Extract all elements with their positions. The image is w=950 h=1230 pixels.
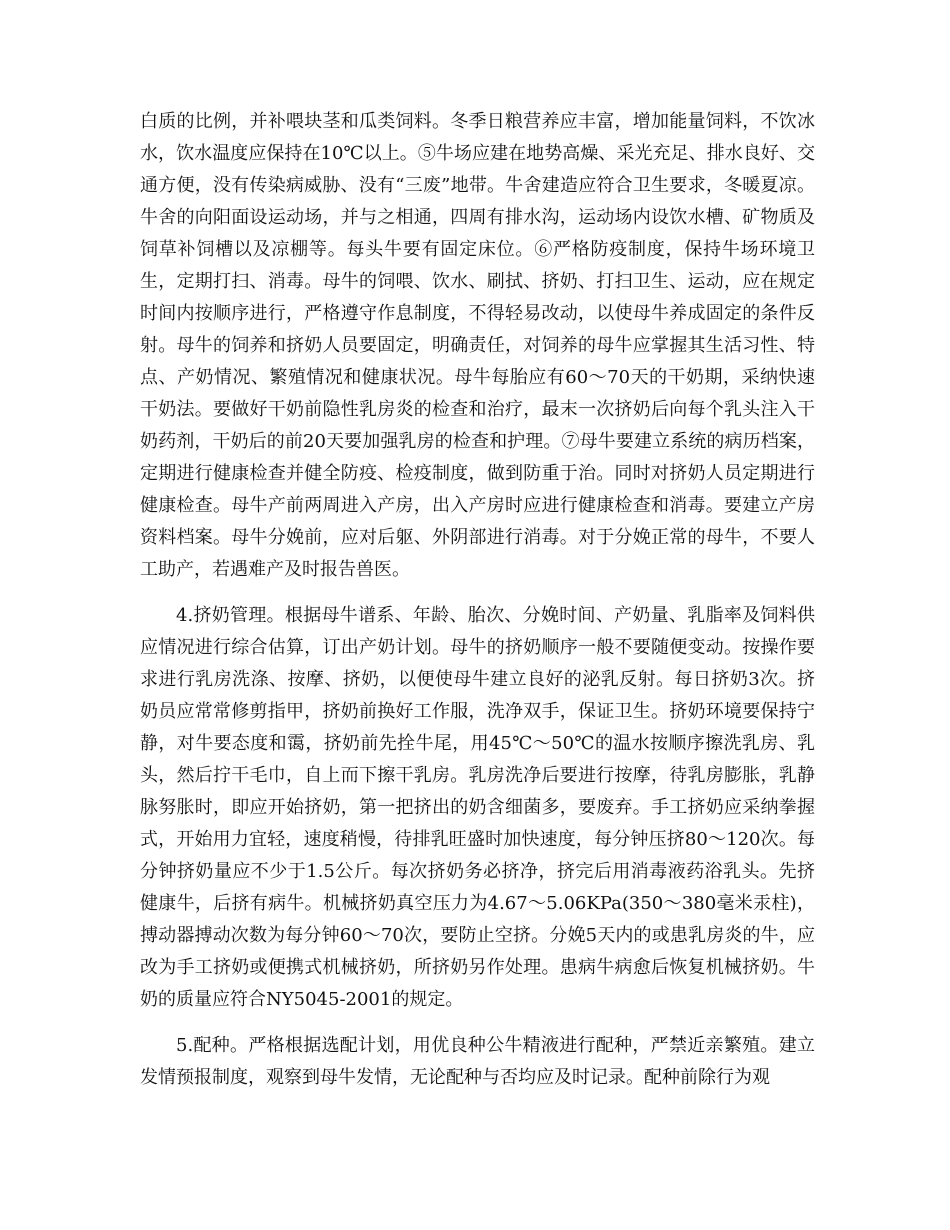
paragraph-milking-management: 4.挤奶管理。根据母牛谱系、年龄、胎次、分娩时间、产奶量、乳脂率及饲料供应情况进行综合估算，订出产奶计划。母牛的挤奶顺序一般不要随便变动。按操作要求进行乳房洗涤、按摩、挤奶，以便使母牛建立良好的泌乳反射。每日挤奶3次。挤奶员应常常修剪指甲，挤奶前换好工作服，洗净双手，保证卫生。挤奶环境要保持宁静，对牛要态度和霭，挤奶前先拴牛尾，用45℃～50℃的温水按顺序擦洗乳房、乳头，然后拧干毛巾，自上而下擦干乳房。乳房洗净后要进行按摩，待乳房膨胀，乳静脉努胀时，即应开始挤奶，第一把挤出的奶含细菌多，要废弃。手工挤奶应采纳拳握式，开始用力宜轻，速度稍慢，待排乳旺盛时加快速度，每分钟压挤80～120次。每分钟挤奶量应不少于1.5公斤。每次挤奶务必挤净，挤完后用消毒液药浴乳头。先挤健康牛，后挤有病牛。机械挤奶真空压力为4.67～5.06KPa(350～380毫米汞柱)，搏动器搏动次数为每分钟60～70次，要防止空挤。分娩5天内的或患乳房炎的牛，应改为手工挤奶或便携式机械挤奶，所挤奶另作处理。患病牛病愈后恢复机械挤奶。牛奶的质量应符合NY5045-2001的规定。 bbox=[140, 605, 815, 1010]
paragraph-cattle-housing-and-hygiene: 白质的比例，并补喂块茎和瓜类饲料。冬季日粮营养应丰富，增加能量饲料，不饮冰水，饮水温度应保持在10℃以上。⑤牛场应建在地势高燥、采光充足、排水良好、交通方便，没有传染病威胁、没有“三废”地带。牛舍建造应符合卫生要求，冬暖夏凉。牛舍的向阳面设运动场，并与之相通，四周有排水沟，运动场内设饮水槽、矿物质及饲草补饲槽以及凉棚等。每头牛要有固定床位。⑥严格防疫制度，保持牛场环境卫生，定期打扫、消毒。母牛的饲喂、饮水、刷拭、挤奶、打扫卫生、运动，应在规定时间内按顺序进行，严格遵守作息制度，不得轻易改动，以使母牛养成固定的条件反射。母牛的饲养和挤奶人员要固定，明确责任，对饲养的母牛应掌握其生活习性、特点、产奶情况、繁殖情况和健康状况。母牛每胎应有60～70天的干奶期，采纳快速干奶法。要做好干奶前隐性乳房炎的检查和治疗，最末一次挤奶后向每个乳头注入干奶药剂，干奶后的前20天要加强乳房的检查和护理。⑦母牛要建立系统的病历档案，定期进行健康检查并健全防疫、检疫制度，做到防重于治。同时对挤奶人员定期进行健康检查。母牛产前两周进入产房，出入产房时应进行健康检查和消毒。要建立产房资料档案。母牛分娩前，应对后躯、外阴部进行消毒。对于分娩正常的母牛，不要人工助产，若遇难产及时报告兽医。 bbox=[140, 111, 815, 580]
document-page bbox=[140, 106, 815, 1094]
paragraph-breeding: 5.配种。严格根据选配计划，用优良种公牛精液进行配种，严禁近亲繁殖。建立发情预报制度，观察到母牛发情，无论配种与否均应及时记录。配种前除行为观 bbox=[140, 1035, 815, 1088]
